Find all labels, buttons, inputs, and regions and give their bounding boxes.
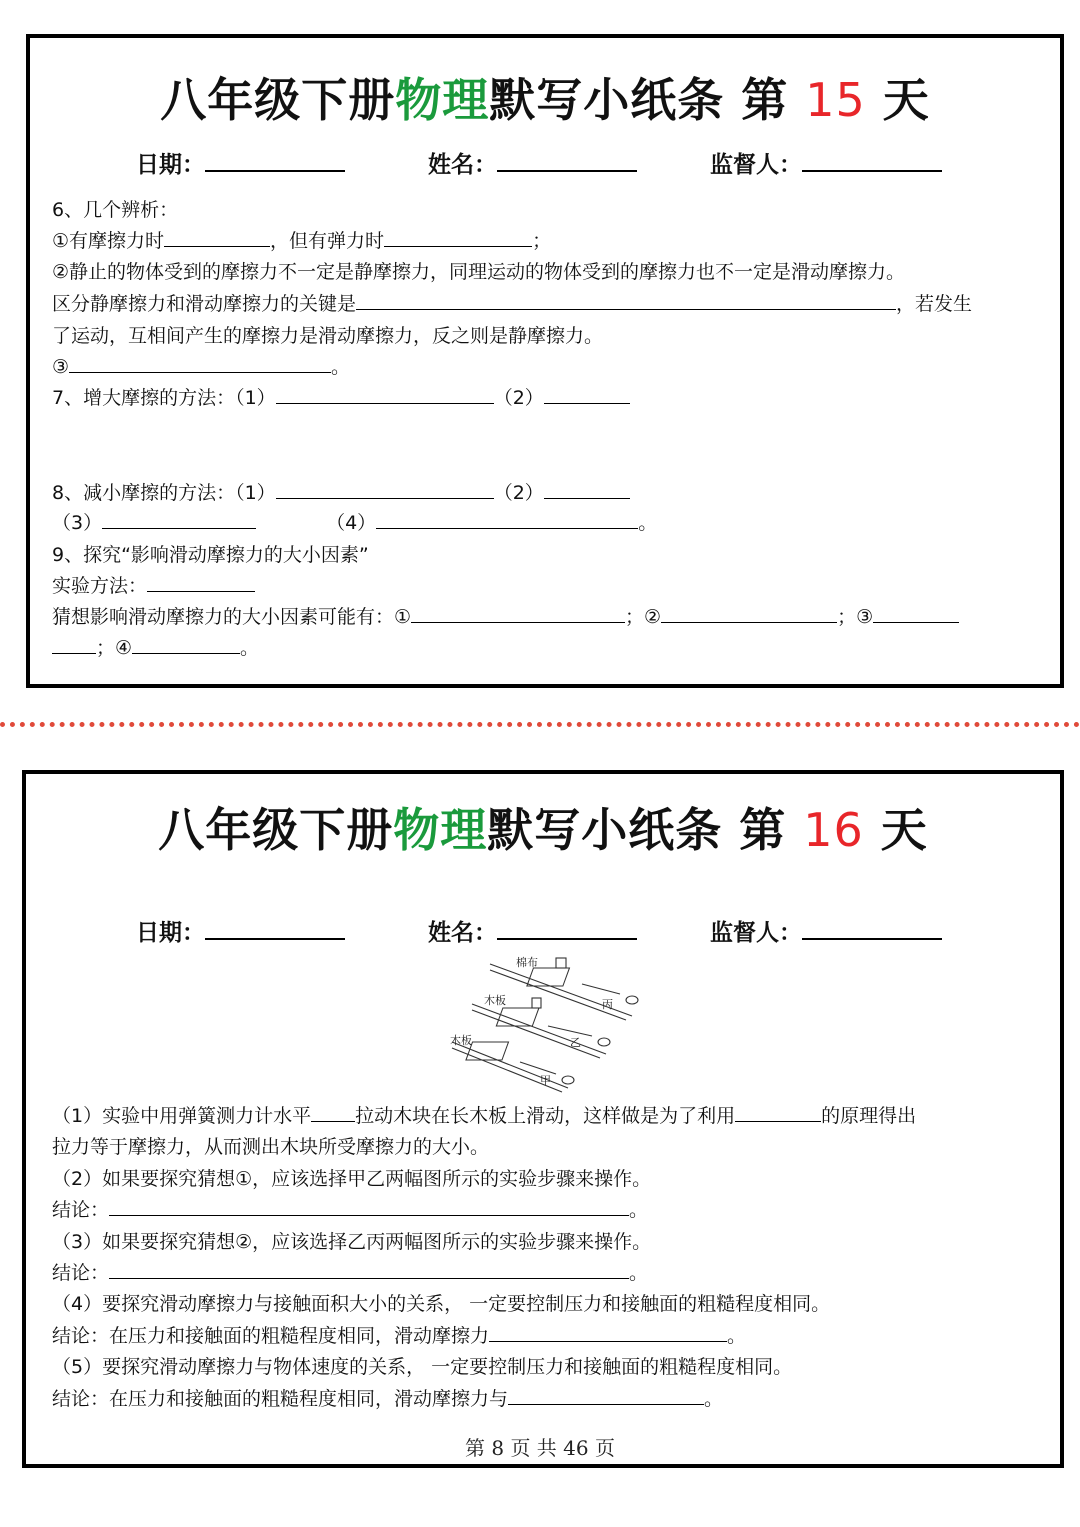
part-3: （3）如果要探究猜想②，应该选择乙丙两幅图所示的实验步骤来操作。 bbox=[52, 1231, 652, 1253]
question-8: 8、减小摩擦的方法：（1） （2） bbox=[52, 481, 630, 505]
conclusion-5: 结论：在压力和接触面的粗糙程度相同，滑动摩擦力与 。 bbox=[52, 1388, 724, 1410]
page-footer: 第 8 页 共 46 页 bbox=[465, 1436, 615, 1460]
question-6-item-2-end: 了运动，互相间产生的摩擦力是滑动摩擦力，反之则是静摩擦力。 bbox=[52, 325, 604, 347]
wood-block bbox=[466, 1042, 509, 1060]
supervisor-field[interactable]: 监督人： bbox=[710, 914, 942, 947]
label-a: 甲 bbox=[540, 1074, 551, 1087]
question-9: 9、探究“影响滑动摩擦力的大小因素” bbox=[52, 544, 369, 566]
supervisor-field[interactable]: 监督人： bbox=[710, 146, 942, 179]
question-7: 7、增大摩擦的方法：（1） （2） bbox=[52, 386, 630, 410]
label-wood-1: 木板 bbox=[484, 994, 506, 1007]
conclusion-3: 结论： 。 bbox=[52, 1262, 649, 1284]
date-field[interactable]: 日期： bbox=[136, 914, 345, 947]
name-field[interactable]: 姓名： bbox=[428, 146, 637, 179]
conclusion-2: 结论： 。 bbox=[52, 1199, 649, 1221]
wood-block bbox=[496, 1008, 539, 1026]
question-6-item-2: ②静止的物体受到的摩擦力不一定是静摩擦力，同理运动的物体受到的摩擦力也不一定是滑动摩擦力。 bbox=[52, 261, 906, 283]
part-1-cont: 拉力等于摩擦力，从而测出木块所受摩擦力的大小。 bbox=[52, 1136, 490, 1158]
part-2: （2）如果要探究猜想①，应该选择甲乙两幅图所示的实验步骤来操作。 bbox=[52, 1168, 652, 1190]
question-9-method: 实验方法： bbox=[52, 574, 255, 598]
question-8-cont: （3） （4） 。 bbox=[52, 512, 658, 534]
note-card-day-15 bbox=[26, 34, 1064, 688]
part-5: （5）要探究滑动摩擦力与物体速度的关系， 一定要控制压力和接触面的粗糙程度相同。 bbox=[52, 1356, 793, 1378]
part-1: （1）实验中用弹簧测力计水平 拉动木块在长木板上滑动，这样做是为了利用 的原理得出 bbox=[52, 1105, 917, 1127]
part-4: （4）要探究滑动摩擦力与接触面积大小的关系， 一定要控制压力和接触面的粗糙程度相同。 bbox=[52, 1293, 831, 1315]
question-9-guess: 猜想影响滑动摩擦力的大小因素可能有：① ；② ；③ bbox=[52, 605, 959, 629]
conclusion-4: 结论：在压力和接触面的粗糙程度相同，滑动摩擦力 。 bbox=[52, 1325, 747, 1347]
question-6-heading: 6、几个辨析： bbox=[52, 199, 179, 221]
dotted-divider bbox=[0, 722, 1080, 727]
label-cotton: 棉布 bbox=[516, 956, 538, 969]
label-c: 丙 bbox=[602, 998, 613, 1011]
label-b: 乙 bbox=[570, 1036, 581, 1049]
card-title: 八年级下册物理默写小纸条 第 16 天 bbox=[158, 803, 928, 857]
note-card-day-16 bbox=[22, 770, 1064, 1468]
friction-experiment-diagram bbox=[436, 950, 656, 1096]
weight bbox=[556, 958, 566, 968]
question-6-item-3: ③ 。 bbox=[52, 356, 351, 378]
question-6-item-2-key: 区分静摩擦力和滑动摩擦力的关键是 ，若发生 bbox=[52, 293, 973, 315]
name-field[interactable]: 姓名： bbox=[428, 914, 637, 947]
question-9-guess-cont: ；④ 。 bbox=[52, 636, 259, 660]
card-title: 八年级下册物理默写小纸条 第 15 天 bbox=[160, 73, 930, 127]
question-6-item-1: ①有摩擦力时 ，但有弹力时 ； bbox=[52, 230, 552, 252]
date-field[interactable]: 日期： bbox=[136, 146, 345, 179]
wood-block bbox=[527, 968, 570, 986]
label-wood-2: 木板 bbox=[450, 1034, 472, 1047]
weight bbox=[532, 998, 541, 1008]
